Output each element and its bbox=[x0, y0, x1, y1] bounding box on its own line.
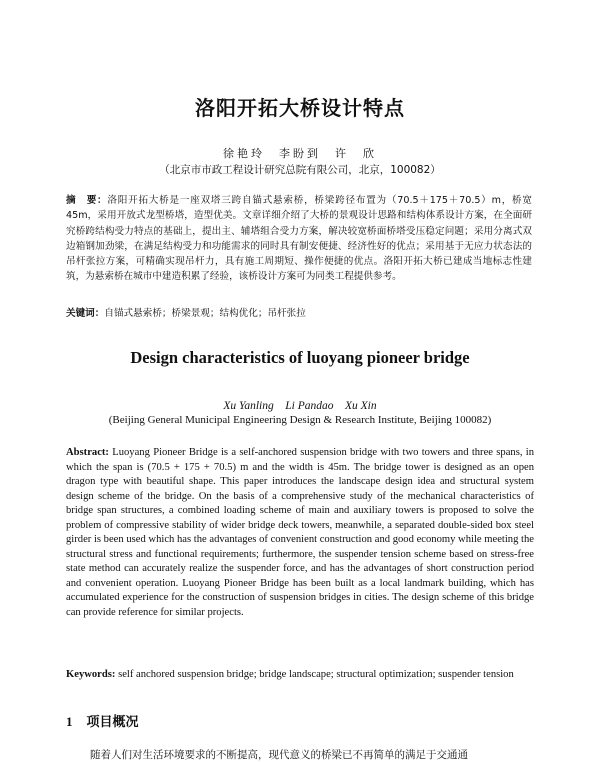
section-number: 1 bbox=[66, 714, 73, 729]
chinese-authors: 徐艳玲 李盼到 许 欣 bbox=[223, 147, 377, 160]
english-abstract-text: Luoyang Pioneer Bridge is a self-anchored suspension bridge with two towers and three spans, in which the span is (70.5 + 175 + 70.5) m and the width is 45m. The bridge tower is designed as an open dragon type with beautiful shape. This paper introduces the landscape design idea and structural system design scheme of the bridge. On the basis of a comprehensive study of the mechanical characteristics of bridge span structures, a combined loading scheme of main and auxiliary towers is proposed to solve the problem of compressive stability of wider bridge deck towers, meanwhile, a separated double-sided box steel girder is been used which has the advantages of convenient construction and good economy while meeting the structural stress and functional requirements; furthermore, the suspender tension scheme based on stress-free state method can accurately realize the suspender force, and has the advantages of short construction period and convenient operation. Luoyang Pioneer Bridge has been built as a local landmark building, which has accumulated experience for the construction of suspension bridges in cities. The design scheme of this bridge can provide reference for similar projects. bbox=[66, 447, 534, 618]
chinese-affiliation: （北京市市政工程设计研究总院有限公司，北京，100082） bbox=[159, 164, 441, 176]
section-heading bbox=[66, 711, 139, 730]
chinese-keywords-label: 关键词： bbox=[66, 308, 105, 319]
body-first-line: 随着人们对生活环境要求的不断提高，现代意义的桥梁已不再简单的满足于交通通 bbox=[90, 749, 468, 761]
chinese-abstract bbox=[66, 193, 532, 285]
english-affiliation: (Beijing General Municipal Engineering Design & Research Institute, Beijing 100082) bbox=[108, 414, 492, 426]
english-title: Design characteristics of luoyang pioneer bridge bbox=[130, 348, 470, 367]
chinese-keywords bbox=[66, 306, 532, 321]
chinese-abstract-text: 洛阳开拓大桥是一座双塔三跨自锚式悬索桥，桥梁跨径布置为（70.5＋175＋70.5）m，桥宽45m，采用开放式龙型桥塔，造型优美。文章详细介绍了大桥的景观设计思路和结构体系设计方案，在全面研究桥跨结构受力特点的基础上，提出主、辅塔组合受力方案，解决较宽桥面桥塔受压稳定问题；采用分离式双边箱钢加劲梁，在满足结构受力和功能需求的同时具有制安便捷、经济性好的优点；采用基于无应力状态法的吊杆张拉方案，可精确实现吊杆力，具有施工周期短、操作便捷的优点。洛阳开拓大桥已建成当地标志性建筑，为悬索桥在城市中建造积累了经验，该桥设计方案可为同类工程提供参考。 bbox=[66, 195, 532, 283]
english-abstract bbox=[66, 446, 534, 620]
section-title: 项目概况 bbox=[86, 715, 139, 730]
english-keywords-text: self anchored suspension bridge; bridge landscape; structural optimization; suspender tension bbox=[115, 669, 514, 680]
chinese-abstract-label: 摘 要： bbox=[66, 195, 108, 206]
english-authors: Xu Yanling Li Pandao Xu Xin bbox=[223, 400, 377, 412]
english-abstract-label: Abstract: bbox=[66, 447, 109, 458]
english-keywords bbox=[66, 668, 534, 683]
chinese-keywords-text: 自锚式悬索桥；桥梁景观；结构优化；吊杆张拉 bbox=[104, 308, 306, 319]
chinese-title: 洛阳开拓大桥设计特点 bbox=[195, 96, 405, 120]
english-keywords-label: Keywords: bbox=[66, 669, 116, 680]
